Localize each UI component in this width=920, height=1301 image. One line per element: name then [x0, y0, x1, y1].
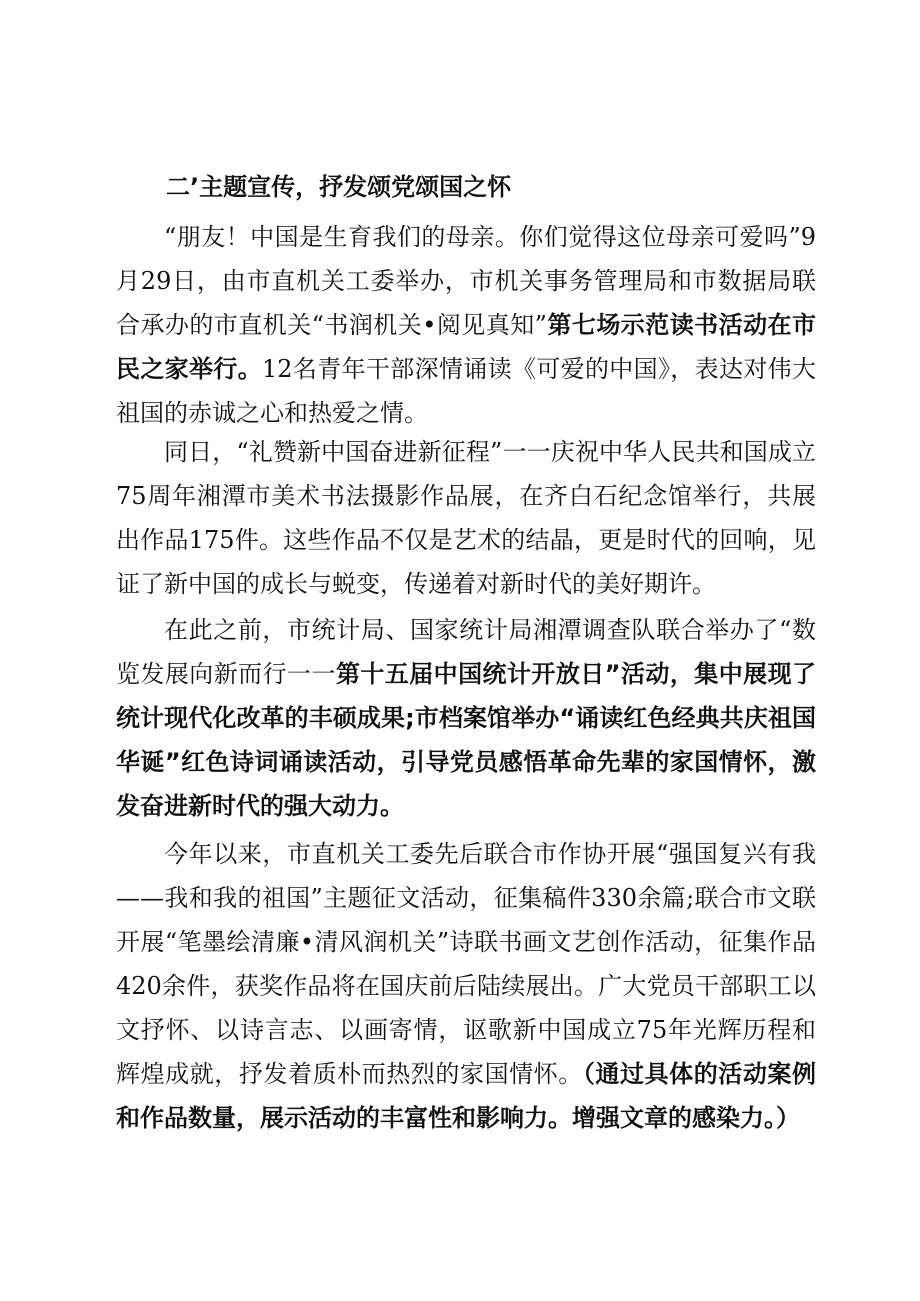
- paragraph-bold-note: （通过具体的活动案例和作品数量，展示活动的丰富性和影响力。增强文章的感染力。）: [116, 1060, 817, 1132]
- paragraph-essay-activities: [116, 832, 816, 1140]
- paragraph-text: 在此之前，市统计局、国家统计局湘潭调查队联合举办了“数览发展向新而行一一: [116, 616, 816, 688]
- paragraph-bold-text: 第十五届中国统计开放日”活动，集中展现了统计现代化改革的丰硕成果;市档案馆举办“诵读红色经典共庆祖国华诞”红色诗词诵读活动，引导党员感悟革命先辈的家国情怀，激发奋进新时代的强大动力。: [116, 660, 817, 820]
- paragraph-reading-event: [116, 215, 816, 435]
- section-heading: 二’主题宣传，抒发颂党颂国之怀: [166, 173, 512, 201]
- paragraph-art-exhibition: [116, 430, 816, 606]
- paragraph-text: “朋友！中国是生育我们的母亲。你们觉得这位母亲可爱吗”9月29日，由市直机关工委举办，市机关事务管理局和市数据局联合承办的市直机关“书润机关•阅见真知”: [116, 223, 816, 339]
- paragraph-text: 12名青年干部深情诵读《可爱的中国》，表达对伟大祖国的赤诚之心和热爱之情。: [116, 355, 816, 427]
- paragraph-statistics-open-day: [116, 608, 816, 828]
- paragraph-text: 今年以来，市直机关工委先后联合市作协开展“强国复兴有我——我和我的祖国”主题征文活动，征集稿件330余篇;联合市文联开展“笔墨绘清廉•清风润机关”诗联书画文艺创作活动，征集作品420余件，获奖作品将在国庆前后陆续展出。广大党员干部职工以文抒怀、以诗言志、以画寄情，讴歌新中国成立75年光辉历程和辉煌成就，抒发着质朴而热烈的家国情怀。: [116, 840, 816, 1088]
- paragraph-bold-text: 第七场示范读书活动在市民之家举行。: [116, 311, 816, 383]
- paragraph-text: 同日，“礼赞新中国奋进新征程”一一庆祝中华人民共和国成立75周年湘潭市美术书法摄影作品展，在齐白石纪念馆举行，共展出作品175件。这些作品不仅是艺术的结晶，更是时代的回响，见证了新中国的成长与蜕变，传递着对新时代的美好期许。: [116, 438, 816, 598]
